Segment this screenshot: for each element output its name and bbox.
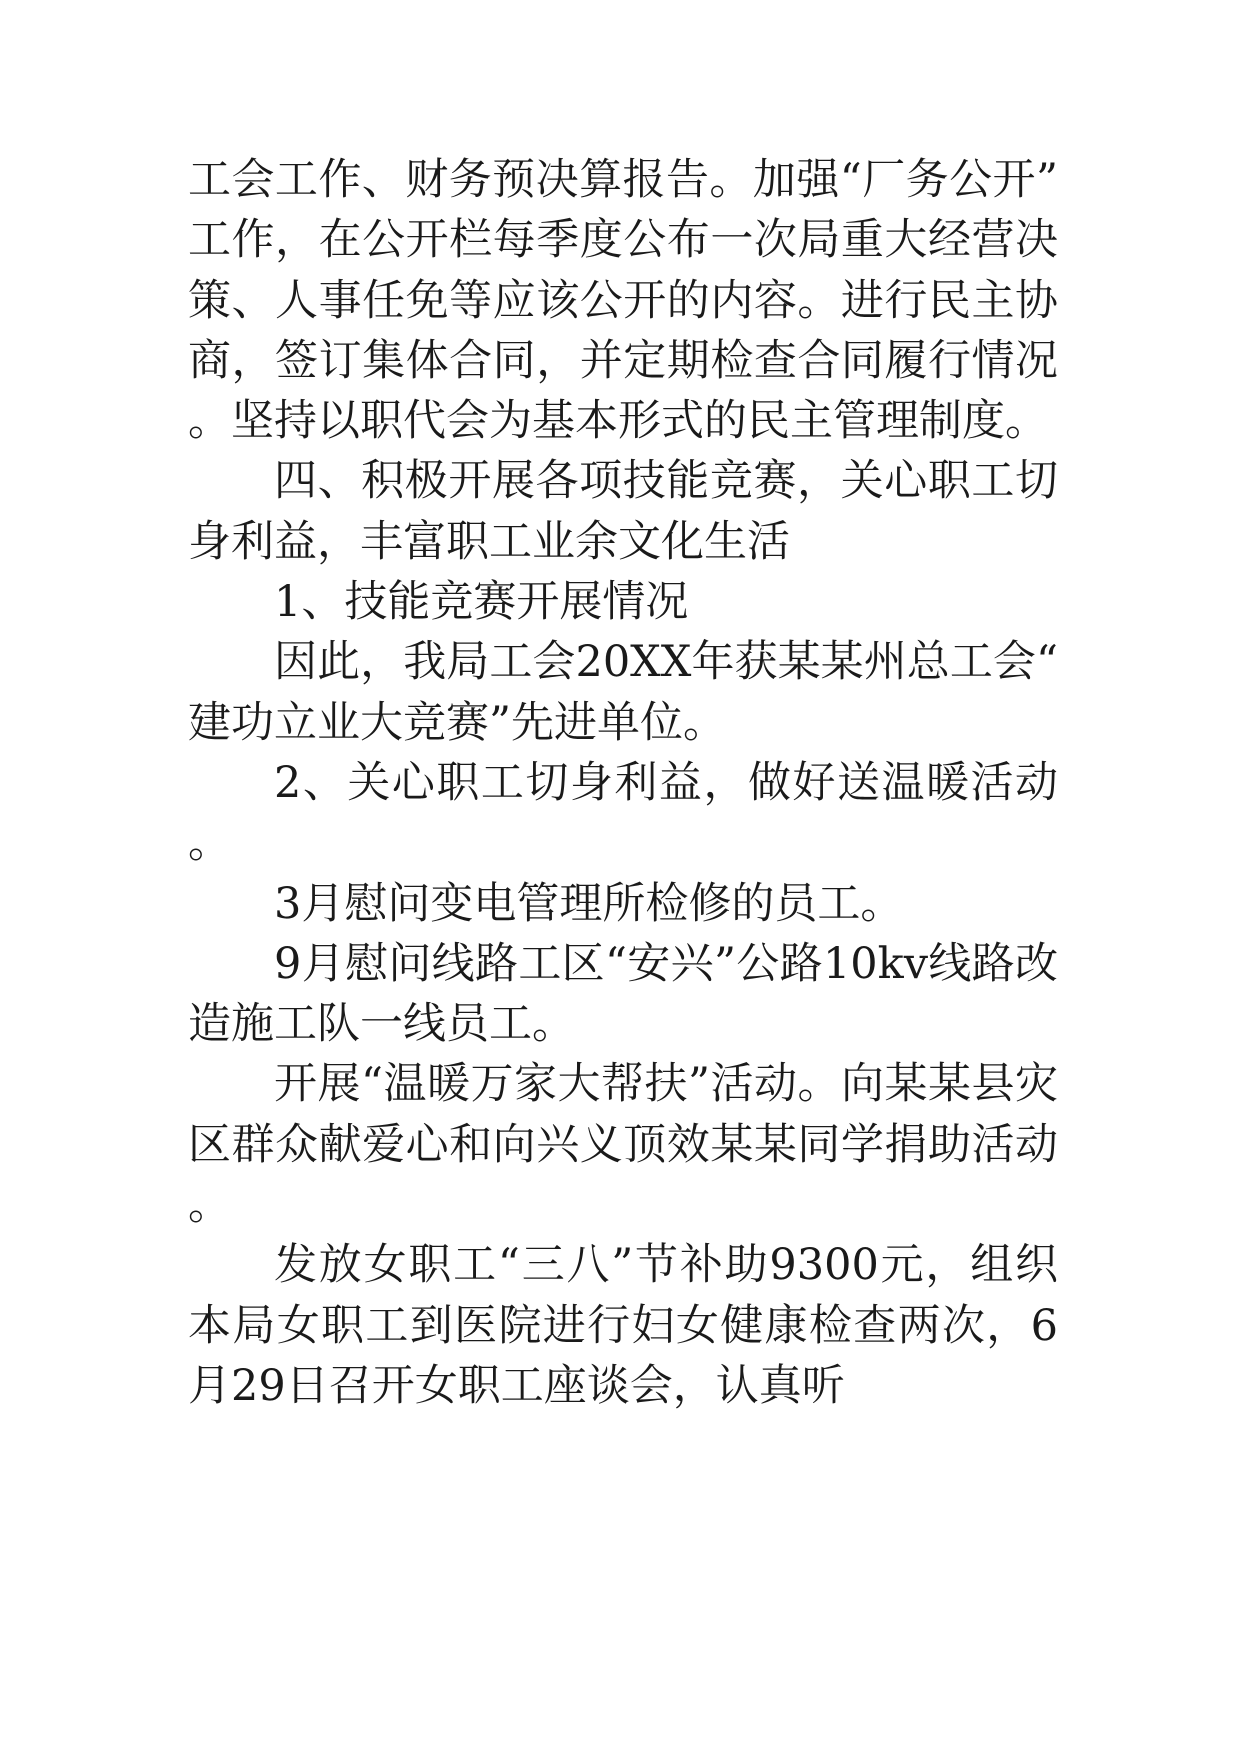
subheading-competition-status: 1、技能竞赛开展情况	[274, 577, 689, 628]
document-body	[188, 150, 1058, 1416]
paragraph-women-workers: 发放女职工“三八”节补助9300元，组织本局女职工到医院进行妇女健康检查两次，6月29日召开女职工座谈会，认真听	[188, 1240, 1058, 1411]
paragraph-democratic-management: 工会工作、财务预决算报告。加强“厂务公开”工作，在公开栏每季度公布一次局重大经营决策、人事任免等应该公开的内容。进行民主协商，签订集体合同，并定期检查合同履行情况。坚持以职代会为基本形式的民主管理制度。	[188, 155, 1058, 447]
paragraph-march-visit: 3月慰问变电管理所检修的员工。	[274, 878, 904, 929]
paragraph-advanced-unit-award: 因此，我局工会20XX年获某某州总工会“建功立业大竞赛”先进单位。	[188, 637, 1058, 748]
subheading-warmth-activities: 2、关心职工切身利益，做好送温暖活动。	[188, 757, 1058, 869]
paragraph-september-visit: 9月慰问线路工区“安兴”公路10kv线路改造施工队一线员工。	[188, 938, 1058, 1050]
section-heading-skills-competition: 四、积极开展各项技能竞赛，关心职工切身利益，丰富职工业余文化生活	[188, 456, 1058, 567]
paragraph-assistance-campaign: 开展“温暖万家大帮扶”活动。向某某县灾区群众献爱心和向兴义顶效某某同学捐助活动。	[188, 1059, 1058, 1231]
